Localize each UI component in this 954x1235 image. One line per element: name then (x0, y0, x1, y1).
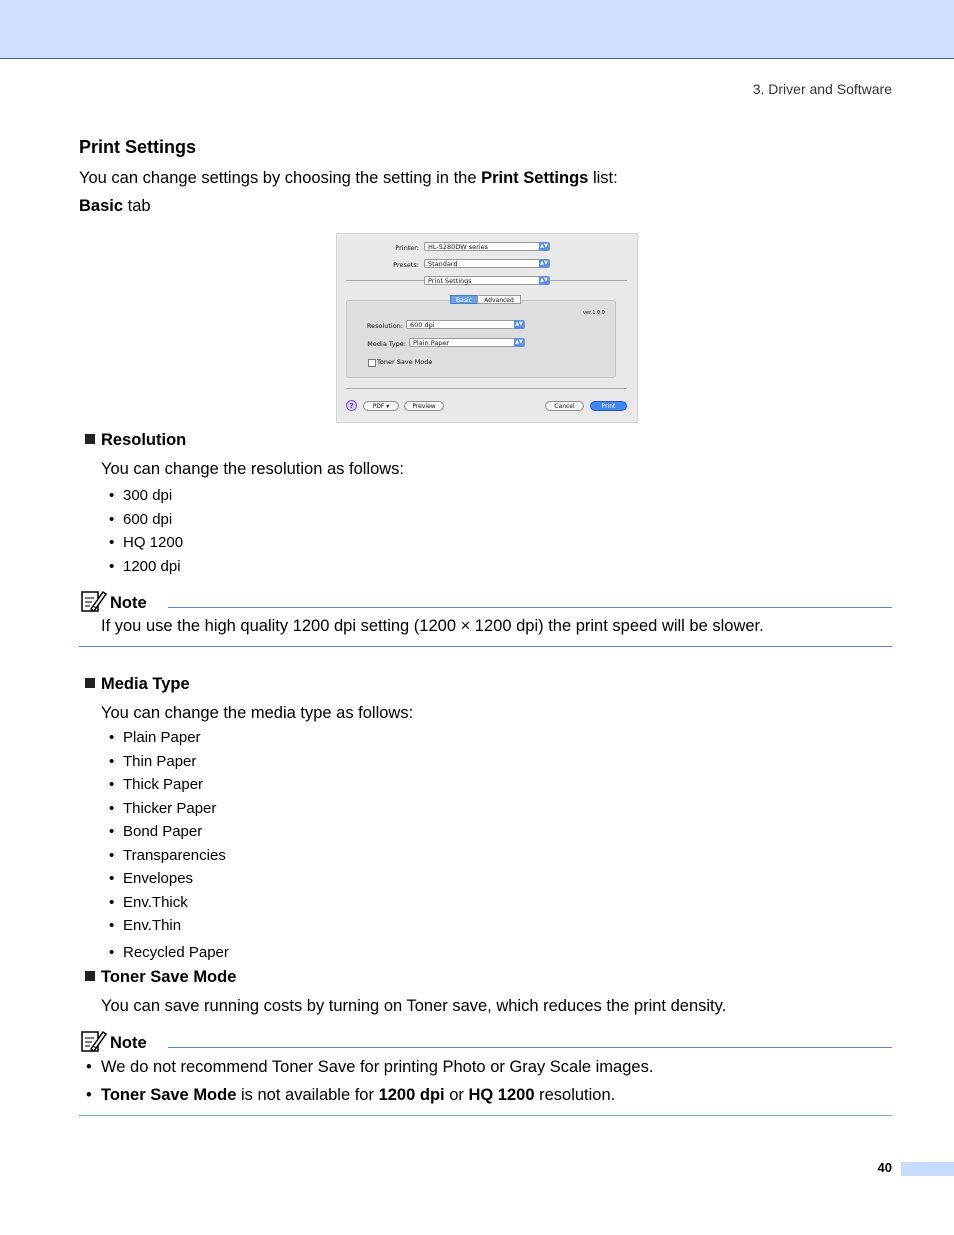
note-text-1: is not available for (236, 1086, 379, 1104)
resolution-description: You can change the resolution as follows: (101, 460, 405, 478)
toner-save-heading-text: Toner Save Mode (101, 968, 237, 986)
separator (346, 280, 424, 281)
note-bold-1: Toner Save Mode (101, 1086, 237, 1104)
media-type-popup[interactable] (409, 338, 525, 347)
media-type-description: You can change the media type as follows: (101, 704, 414, 722)
note-pencil-icon (81, 589, 107, 613)
resolution-heading (85, 431, 186, 450)
separator (346, 388, 627, 389)
pane-popup[interactable] (424, 276, 550, 285)
note-bottom-rule (79, 1115, 892, 1116)
note-label: Note (110, 594, 147, 612)
popup-arrows-icon: ▲▼ (515, 339, 523, 345)
toner-save-description: You can save running costs by turning on Toner save, which reduces the print density. (101, 997, 727, 1015)
media-type-heading (85, 675, 190, 694)
print-button[interactable]: Print (590, 401, 627, 411)
note-bold-3: HQ 1200 (468, 1086, 535, 1104)
tab-line-text: tab (123, 197, 151, 215)
note-text: If you use the high quality 1200 dpi setting (1200 × 1200 dpi) the print speed will be slower. (101, 617, 764, 635)
tab-advanced[interactable]: Advanced (477, 295, 521, 304)
list-item: • Thicker Paper (109, 797, 229, 821)
note-item-1 (86, 1058, 653, 1077)
presets-label: Presets: (393, 261, 419, 269)
list-item: • Envelopes (109, 867, 229, 891)
print-dialog-screenshot (336, 233, 638, 423)
note-item-1-text: We do not recommend Toner Save for printing Photo or Gray Scale images. (101, 1058, 654, 1076)
note-top-rule (168, 1047, 892, 1048)
list-item: • Bond Paper (109, 820, 229, 844)
note-pencil-icon (81, 1029, 107, 1053)
popup-arrows-icon: ▲▼ (540, 277, 548, 283)
resolution-label: Resolution: (366, 322, 403, 330)
page-tab-marker (901, 1162, 954, 1176)
chapter-title: 3. Driver and Software (752, 81, 892, 97)
list-item: • Env.Thick (109, 891, 229, 915)
note-bold-2: 1200 dpi (378, 1086, 445, 1104)
media-type-heading-text: Media Type (101, 675, 190, 693)
intro-bold: Print Settings (481, 169, 589, 187)
resolution-heading-text: Resolution (101, 431, 187, 449)
popup-arrows-icon: ▲▼ (515, 321, 523, 327)
bullet: • (86, 1086, 92, 1104)
pane-value: Print Settings (428, 277, 472, 285)
list-item: • Thick Paper (109, 773, 229, 797)
media-type-list (109, 726, 229, 964)
list-item: • Transparencies (109, 844, 229, 868)
bullet: • (86, 1058, 92, 1076)
note-bottom-rule (79, 646, 892, 647)
intro-text-2: list: (588, 169, 618, 187)
note-top-rule (168, 607, 892, 608)
printer-value: HL-5280DW series (428, 243, 489, 251)
toner-save-label: Toner Save Mode (377, 358, 433, 366)
resolution-value: 600 dpi (410, 321, 435, 329)
intro-text-1: You can change settings by choosing the setting in the (79, 169, 482, 187)
list-item: • Plain Paper (109, 726, 229, 750)
toner-save-heading (85, 968, 236, 987)
resolution-list (109, 484, 183, 578)
media-type-label: Media Type: (367, 340, 406, 348)
version-text: ver.1.0.0 (583, 310, 605, 316)
list-item: • HQ 1200 (109, 531, 183, 555)
media-type-value: Plain Paper (413, 339, 450, 347)
toner-save-checkbox[interactable] (368, 359, 376, 367)
tab-basic[interactable]: Basic (450, 295, 478, 304)
printer-popup[interactable] (424, 242, 550, 251)
square-bullet-icon (85, 971, 95, 981)
list-item: • Thin Paper (109, 750, 229, 774)
resolution-popup[interactable] (406, 320, 525, 329)
preview-button[interactable]: Preview (404, 401, 444, 411)
header-band (0, 0, 954, 59)
separator (550, 280, 627, 281)
list-item: • Env.Thin (109, 914, 229, 938)
note-text-2: or (444, 1086, 469, 1104)
note-item-2 (86, 1086, 615, 1105)
cancel-button[interactable]: Cancel (545, 401, 584, 411)
popup-arrows-icon: ▲▼ (540, 243, 548, 249)
section-title: Print Settings (79, 137, 197, 157)
help-button[interactable]: ? (346, 400, 357, 411)
popup-arrows-icon: ▲▼ (540, 260, 548, 266)
note-label: Note (110, 1034, 147, 1052)
pdf-button[interactable]: PDF ▾ (363, 401, 399, 411)
presets-value: Standard (428, 260, 458, 268)
tab-line (79, 196, 151, 216)
square-bullet-icon (85, 678, 95, 688)
presets-popup[interactable] (424, 259, 550, 268)
list-item: • 1200 dpi (109, 555, 183, 579)
list-item: • Recycled Paper (109, 941, 229, 965)
intro-paragraph (79, 168, 618, 188)
page-number: 40 (877, 1160, 892, 1175)
list-item: • 600 dpi (109, 508, 183, 532)
square-bullet-icon (85, 434, 95, 444)
printer-label: Printer: (395, 244, 419, 252)
tab-line-bold: Basic (79, 197, 124, 215)
list-item: • 300 dpi (109, 484, 183, 508)
note-text-3: resolution. (534, 1086, 616, 1104)
